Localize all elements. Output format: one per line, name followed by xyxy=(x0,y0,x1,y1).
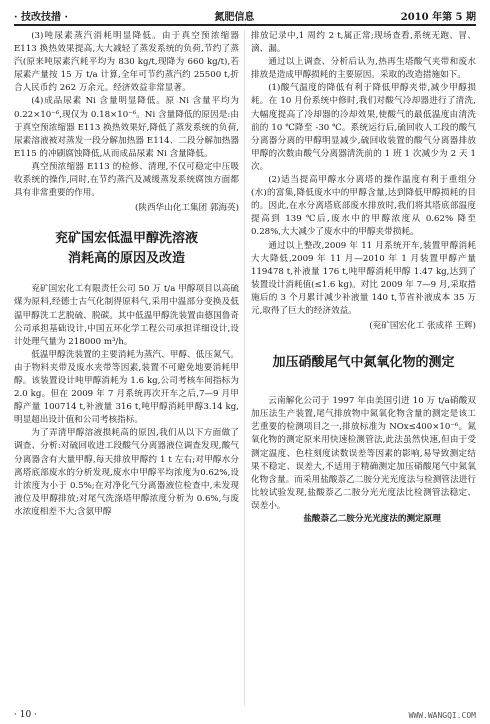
paragraph: 低温甲醇洗装置的主要消耗为蒸汽、甲醇、低压氮气。由于物料夹带及废水夹带等因素,装置不可避免地要消耗甲醇。该装置设计吨甲醇消耗为 1.6 kg,公司考核车间指标为 2.0 kg。但在 2009 年 7 月系统再次开车之后,7—9 月甲醇产量 100714 t,补液量 316 t,吨甲醇消耗甲醇3.14 kg,明显超出设计值和公司考核指标。 xyxy=(14,349,239,426)
paragraph: 云南解化公司于 1997 年由美国引进 10 万 t/a硝酸双加压法生产装置,尾气排放物中氮氧化物含量的测定是该工艺重要的检测项目之一,排放标准为 NOx≤400×10⁻⁶。氮氧化物的测定原来用快速检测管法,此法虽然快速,但由于受测定温度、色柱刻度读数误差等因素的影响,易导致测定结果不稳定、误差大,不适用于精确测定加压硝酸尾气中氮氧化物含量。而采用盐酸萘乙二胺分光光度法与检测管法进行比较试验发现,盐酸萘乙二胺分光光度法比检测管法稳定、误差小。 xyxy=(251,396,476,511)
column-divider xyxy=(244,30,245,706)
paragraph: (3)吨尿素蒸汽消耗明显降低。由于真空预浓缩器 E113 换热效果提高,大大减轻了蒸发系统的负荷,节约了蒸汽(原来吨尿素汽耗平均为 830 kg/t,现降为 660 kg/t),若尿素产量按 15 万 t/a 计算,全年可节约蒸汽约 25500 t,折合人民币约 262 万余元。经济效益非常显著。 xyxy=(14,31,239,94)
page-number: · 10 · xyxy=(14,710,37,720)
article-title-line: 兖矿国宏低温甲醇洗溶液 xyxy=(54,231,198,247)
page-header xyxy=(14,6,476,26)
watermark: WWW.WANGQI.COM xyxy=(408,710,476,720)
issue-label: 2010 年第 5 期 xyxy=(400,11,476,23)
left-column xyxy=(14,30,239,706)
article-title-line: 消耗高的原因及改造 xyxy=(67,251,185,267)
journal-title: 氮肥信息 xyxy=(214,11,255,23)
article-title: 加压硝酸尾气中氮氧化物的测定 xyxy=(272,355,455,371)
paragraph: (2)适当提高甲醇水分离塔的操作温度有利于重组分(水)的富集,降低废水中的甲醇含量,达到降低甲醇损耗的目的。因此,在水分离塔底部废水排放时,我们将其塔底部温度提高到 139 ℃后,废水中的甲醇浓度从 0.62% 降至 0.28%,大大减少了废水中的甲醇夹带损耗。 xyxy=(251,175,476,238)
subheading: 盐酸萘乙二胺分光光度法的测定原理 xyxy=(303,514,441,524)
paragraph: 通过以上整改,2009 年 11 月系统开车,装置甲醇消耗大大降低,2009 年 11 月—2010 年 1 月装置甲醇产量 119478 t,补液量 176 t,吨甲醇消耗甲醇 1.47 kg,达到了装置设计消耗值(≤1.6 kg)。对比 2009 年 7—9 月,采取措施后的 3 个月累计减少补液量 140 t,节省补液成本 35 万元,取得了巨大的经济效益。 xyxy=(251,240,476,316)
paragraph: 兖矿国宏化工有限责任公司 50 万 t/a 甲醇项目以高硫煤为原料,经德士古气化制得原料气,采用中温部分变换及低温甲醇洗工艺脱硫、脱碳。其中低温甲醇洗装置由德国鲁奇公司承担基础设计,中国五环化学工程公司承担详细设计,设计处理气量为 218000 m³/h。 xyxy=(14,284,239,347)
author-signature: (兖矿国宏化工 张成祥 王辉) xyxy=(369,321,476,332)
section-label: · 技改技措 · xyxy=(14,11,68,23)
paragraph: (4)成品尿素 Ni 含量明显降低。原 Ni 含量平均为 0.22×10⁻⁶,现仅为 0.18×10⁻⁶。Ni 含量降低的原因是:由于真空预浓缩器 E113 换热效果好,降低了蒸发系统的负荷,尿素溶液被对蒸发一段分解加热器 E114、二段分解加热器 E115 的冲刷腐蚀降低,从而成品尿素 Ni 含量降低。 xyxy=(14,96,239,159)
paragraph: 通过以上调查、分析后认为,热再生塔酸气夹带和废水排放是造成甲醇损耗的主要原因。采取的改造措施如下。 xyxy=(251,57,476,81)
paragraph: 真空预浓缩器 E113 的检修、清理,不仅可稳定中压吸收系统的操作,同时,在节约蒸汽及减缓蒸发系统腐蚀方面都具有非常重要的作用。 xyxy=(14,161,239,199)
paragraph: 为了弄清甲醇溶液损耗高的原因,我们从以下方面做了调查、分析:对硫回收进工段酸气分离器液位调查发现,酸气分离器含有大量甲醇,每天排放甲醇约 1 t 左右;对甲醇水分离塔底部废水的分析发现,废水中甲醇平均浓度为0.62%,设计浓度为小于 0.5%;在对净化气分离器液位检查中,未发现液位及甲醇排放;对尾气洗涤塔甲醇浓度分析为 0.6%,与废水浓度相差不大;含氨甲醇 xyxy=(14,428,239,517)
right-column xyxy=(251,30,476,706)
paragraph: 排放记录中,1 周约 2 t,属正常;现场查看,系统无跑、冒、滴、漏。 xyxy=(251,31,476,55)
paragraph: (1)酸气温度的降低有利于降低甲醇夹带,减少甲醇损耗。在 10 月份系统中修时,我们对酸气冷却器进行了清洗,大幅度提高了冷却器的冷却效果,使酸气的最低温度由清洗前的 10 ℃降至 -30 ℃。系统运行后,硫回收人工段的酸气分离器分离的甲醇明显减少,硫回收装置的酸气分离器排放甲醇的次数由酸气分离器清洗前的 1 班 1 次减少为 2 天 1 次。 xyxy=(251,83,476,172)
page-footer xyxy=(14,708,476,722)
article-title xyxy=(14,229,239,269)
author-signature: (陕西华山化工集团 郭海英) xyxy=(135,203,239,214)
